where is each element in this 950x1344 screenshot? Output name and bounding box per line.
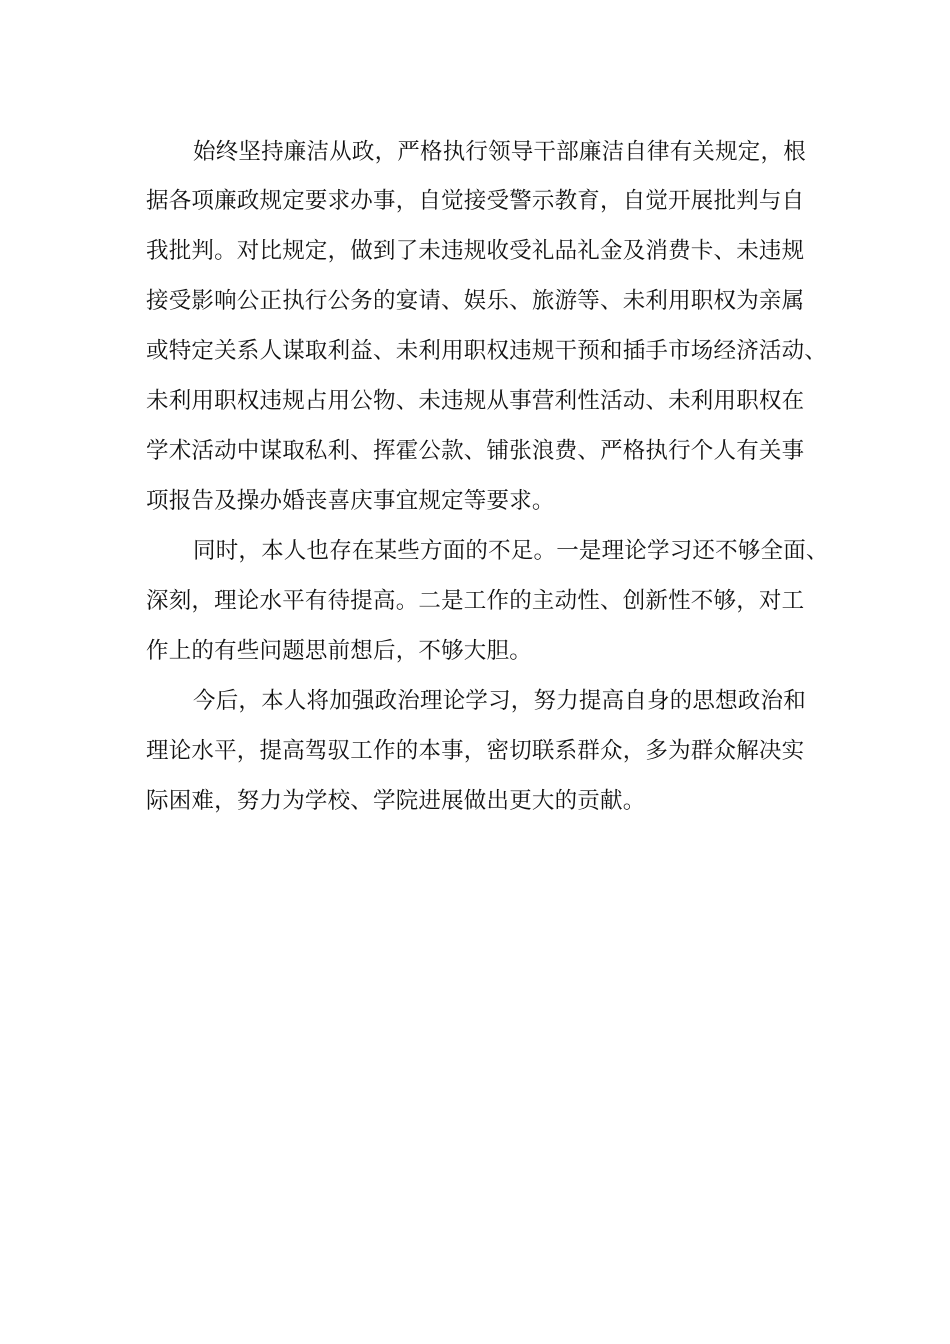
paragraph-2-line-2: 深刻，理论水平有待提高。二是工作的主动性、创新性不够，对工 (146, 588, 805, 614)
paragraph-3-line-2: 理论水平，提高驾驭工作的本事，密切联系群众，多为群众解决实 (146, 738, 805, 764)
paragraph-1-line-3: 我批判。对比规定，做到了未违规收受礼品礼金及消费卡、未违规 (146, 238, 805, 264)
paragraph-1-line-5: 或特定关系人谋取利益、未利用职权违规干预和插手市场经济活动、 (146, 338, 828, 364)
paragraph-2-line-1: 同时，本人也存在某些方面的不足。一是理论学习还不够全面、 (193, 538, 829, 564)
paragraph-2-line-3: 作上的有些问题思前想后，不够大胆。 (146, 638, 532, 664)
paragraph-1-line-7: 学术活动中谋取私利、挥霍公款、铺张浪费、严格执行个人有关事 (146, 438, 805, 464)
paragraph-1-line-1: 始终坚持廉洁从政，严格执行领导干部廉洁自律有关规定，根 (193, 139, 806, 165)
paragraph-3-line-3: 际困难，努力为学校、学院进展做出更大的贡献。 (146, 788, 646, 814)
paragraph-1-line-8: 项报告及操办婚丧喜庆事宜规定等要求。 (146, 488, 555, 514)
paragraph-1-line-2: 据各项廉政规定要求办事，自觉接受警示教育，自觉开展批判与自 (146, 188, 805, 214)
paragraph-1-line-6: 未利用职权违规占用公物、未违规从事营利性活动、未利用职权在 (146, 388, 805, 414)
paragraph-3-line-1: 今后，本人将加强政治理论学习，努力提高自身的思想政治和 (193, 688, 806, 714)
paragraph-1-line-4: 接受影响公正执行公务的宴请、娱乐、旅游等、未利用职权为亲属 (146, 288, 805, 314)
